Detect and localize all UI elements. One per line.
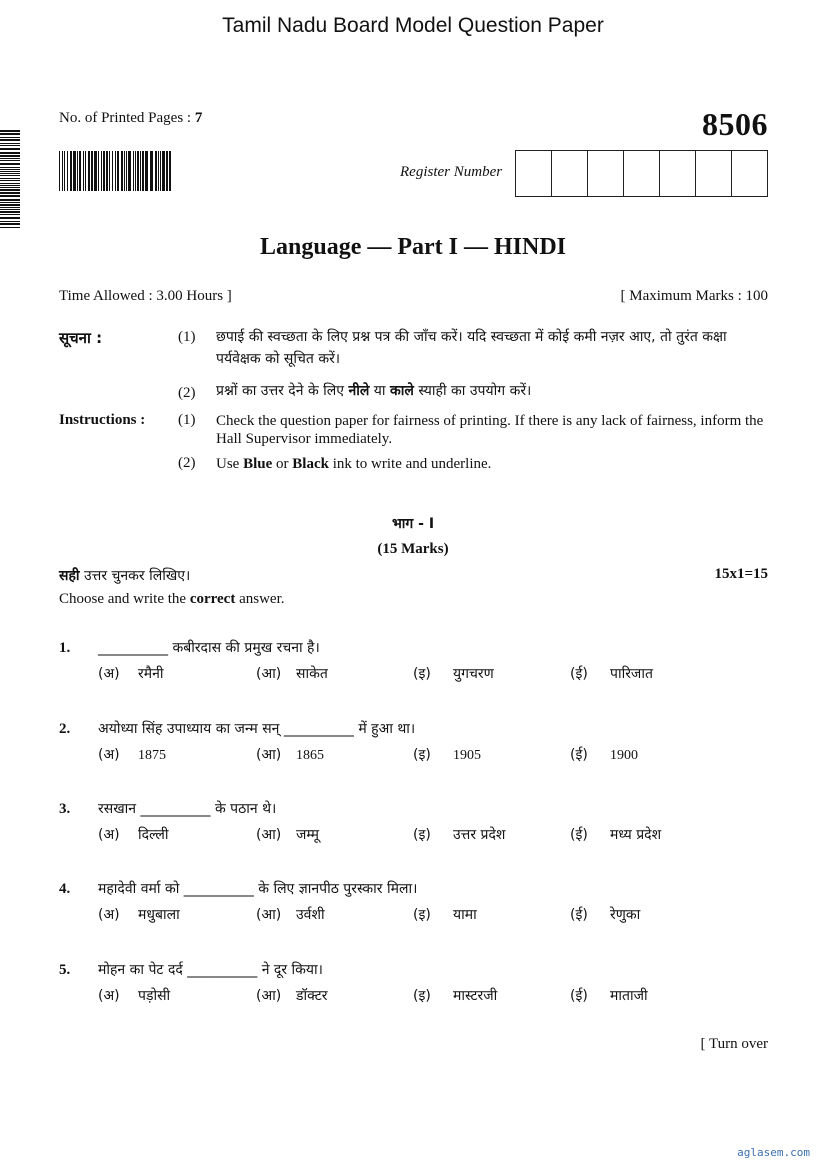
question-text: अयोध्या सिंह उपाध्याय का जन्म सन् __________ में हुआ था।: [98, 721, 416, 737]
side-barcode-bar: [0, 192, 20, 194]
option-value: उर्वशी: [296, 907, 325, 923]
page-banner: Tamil Nadu Board Model Question Paper: [222, 14, 604, 37]
option-label: (अ): [98, 907, 120, 923]
part-heading: भाग - I: [391, 516, 435, 532]
suchna-label: सूचना :: [59, 329, 103, 347]
side-barcode-bar: [0, 133, 20, 135]
text-segment: answer.: [235, 591, 285, 607]
option-ii[interactable]: [570, 986, 648, 1005]
option-value: डॉक्टर: [296, 988, 328, 1004]
side-barcode-bar: [0, 163, 20, 165]
barcode-bar: [91, 151, 93, 191]
option-value: 1875: [138, 748, 166, 763]
side-barcode-image: [0, 130, 20, 230]
footer-watermark[interactable]: aglasem.com: [737, 1146, 810, 1159]
side-barcode-bar: [0, 189, 20, 191]
question-text: मोहन का पेट दर्द __________ ने दूर किया।: [98, 962, 323, 978]
option-label: (ई): [570, 988, 588, 1004]
option-a[interactable]: [98, 664, 164, 683]
question-number: 1.: [59, 640, 71, 656]
barcode-bar: [166, 151, 168, 191]
side-barcode-bar: [0, 148, 20, 150]
option-value: युगचरण: [453, 666, 494, 682]
barcode-bar: [79, 151, 81, 191]
text-segment: उत्तर चुनकर लिखिए।: [79, 568, 191, 584]
register-number-label: Register Number: [400, 164, 503, 180]
side-barcode-bar: [0, 209, 20, 210]
barcode-bar: [85, 151, 86, 191]
side-barcode-bar: [0, 155, 20, 157]
text-bold: correct: [189, 591, 236, 607]
barcode-bar: [98, 151, 99, 191]
barcode-bar: [128, 151, 131, 191]
option-value: पारिजात: [610, 666, 653, 682]
option-i[interactable]: [413, 825, 505, 844]
instruction-item-text: [216, 455, 769, 473]
option-a[interactable]: [98, 745, 166, 764]
barcode-image: [59, 151, 173, 191]
side-barcode-bar: [0, 152, 20, 154]
barcode-bar: [106, 151, 108, 191]
barcode-bar: [155, 151, 157, 191]
side-barcode-bar: [0, 143, 20, 144]
barcode-bar: [137, 151, 139, 191]
printed-pages: [59, 110, 202, 127]
register-digit-box[interactable]: [624, 151, 660, 196]
side-barcode-bar: [0, 171, 20, 172]
option-value: जम्मू: [296, 827, 319, 843]
suchna-item-text: छपाई की स्वच्छता के लिए प्रश्न पत्र की जाँच करें। यदि स्वच्छता में कोई कमी नज़र आए, तो तुरंत कक्षा पर्यवेक्षक को सूचित करें।: [216, 329, 727, 367]
question-number: 5.: [59, 962, 71, 978]
option-label: (आ): [256, 907, 282, 923]
register-digit-box[interactable]: [696, 151, 732, 196]
barcode-bar: [112, 151, 113, 191]
text-segment: स्याही का उपयोग करें।: [413, 383, 532, 399]
barcode-bar: [115, 151, 116, 191]
text-segment: ink to write and underline.: [328, 456, 492, 472]
register-digit-box[interactable]: [552, 151, 588, 196]
side-barcode-bar: [0, 217, 20, 219]
option-label: (अ): [98, 666, 120, 682]
option-label: (आ): [256, 747, 282, 763]
barcode-bar: [162, 151, 165, 191]
side-barcode-bar: [0, 214, 20, 215]
barcode-bar: [64, 151, 65, 191]
side-barcode-bar: [0, 169, 20, 170]
barcode-bar: [117, 151, 119, 191]
barcode-bar: [135, 151, 136, 191]
side-barcode-bar: [0, 173, 20, 174]
option-aa[interactable]: [256, 664, 328, 683]
side-barcode-bar: [0, 221, 20, 222]
option-ii[interactable]: [570, 745, 638, 764]
question-number: 4.: [59, 881, 71, 897]
option-label: (आ): [256, 988, 282, 1004]
option-label: (इ): [413, 907, 431, 923]
barcode-bar: [109, 151, 110, 191]
barcode-bar: [121, 151, 123, 191]
barcode-bar: [73, 151, 76, 191]
option-aa[interactable]: [256, 825, 319, 844]
side-barcode-bar: [0, 158, 20, 159]
side-barcode-bar: [0, 175, 20, 176]
option-i[interactable]: [413, 986, 497, 1005]
barcode-bar: [150, 151, 153, 191]
question-number: 3.: [59, 801, 71, 817]
scoring-scheme: 15x1=15: [714, 566, 768, 582]
text-bold: Black: [292, 456, 329, 472]
option-value: साकेत: [296, 666, 328, 682]
option-ii[interactable]: [570, 664, 653, 683]
option-value: रमैनी: [138, 666, 164, 682]
side-barcode-bar: [0, 185, 20, 186]
option-a[interactable]: [98, 825, 169, 844]
side-barcode-bar: [0, 204, 20, 206]
barcode-bar: [124, 151, 125, 191]
choose-instruction-hindi: [59, 566, 190, 585]
side-barcode-bar: [0, 178, 20, 179]
barcode-bar: [158, 151, 159, 191]
side-barcode-bar: [0, 202, 20, 203]
question-text: __________ कबीरदास की प्रमुख रचना है।: [98, 640, 320, 656]
printed-pages-value: 7: [194, 110, 203, 126]
register-number-boxes[interactable]: [515, 150, 768, 197]
barcode-bar: [133, 151, 134, 191]
side-barcode-bar: [0, 137, 20, 138]
register-digit-box[interactable]: [732, 151, 767, 196]
barcode-bar: [77, 151, 78, 191]
option-value: पड़ोसी: [138, 988, 171, 1004]
question-text: महादेवी वर्मा को __________ के लिए ज्ञानपीठ पुरस्कार मिला।: [98, 881, 418, 897]
option-aa[interactable]: [256, 745, 324, 764]
option-label: (ई): [570, 666, 588, 682]
side-barcode-bar: [0, 223, 20, 225]
option-value: मधुबाला: [138, 907, 180, 923]
barcode-bar: [160, 151, 161, 191]
barcode-bar: [83, 151, 84, 191]
option-a[interactable]: [98, 986, 170, 1005]
option-label: (इ): [413, 827, 431, 843]
option-label: (अ): [98, 827, 120, 843]
option-a[interactable]: [98, 905, 180, 924]
option-label: (इ): [413, 666, 431, 682]
barcode-bar: [142, 151, 144, 191]
barcode-bar: [145, 151, 148, 191]
barcode-bar: [94, 151, 97, 191]
option-label: (अ): [98, 747, 120, 763]
instruction-item-num: (1): [178, 412, 196, 428]
option-label: (ई): [570, 907, 588, 923]
option-label: (इ): [413, 747, 431, 763]
register-digit-box[interactable]: [660, 151, 696, 196]
option-label: (अ): [98, 988, 120, 1004]
barcode-bar: [67, 151, 68, 191]
side-barcode-bar: [0, 199, 20, 201]
option-label: (आ): [256, 666, 282, 682]
side-barcode-bar: [0, 211, 20, 213]
text-segment: प्रश्नों का उत्तर देने के लिए: [216, 383, 349, 399]
suchna-item-num: (1): [178, 329, 196, 345]
barcode-bar: [169, 151, 171, 191]
choose-instruction-english: [59, 591, 284, 608]
text-segment: या: [369, 383, 391, 399]
suchna-item-text: [216, 380, 769, 402]
option-i[interactable]: [413, 664, 494, 683]
option-value: 1905: [453, 748, 481, 763]
barcode-bar: [70, 151, 72, 191]
side-barcode-bar: [0, 180, 20, 181]
option-label: (ई): [570, 827, 588, 843]
turn-over-note: [ Turn over: [700, 1036, 768, 1052]
option-aa[interactable]: [256, 905, 325, 924]
register-digit-box[interactable]: [588, 151, 624, 196]
option-value: दिल्ली: [138, 827, 169, 843]
side-barcode-bar: [0, 160, 20, 161]
option-label: (आ): [256, 827, 282, 843]
maximum-marks: [ Maximum Marks : 100: [620, 288, 768, 304]
barcode-bar: [101, 151, 102, 191]
option-value: 1900: [610, 748, 638, 763]
text-bold: Blue: [243, 456, 273, 472]
option-i[interactable]: [413, 745, 481, 764]
text-segment: or: [272, 456, 293, 472]
option-label: (ई): [570, 747, 588, 763]
suchna-item-num: (2): [178, 385, 196, 401]
option-value: मास्टरजी: [453, 988, 498, 1004]
side-barcode-bar: [0, 207, 20, 208]
option-value: मध्य प्रदेश: [610, 827, 662, 843]
option-value: उत्तर प्रदेश: [453, 827, 506, 843]
side-barcode-bar: [0, 187, 20, 188]
side-barcode-bar: [0, 139, 20, 141]
question-text: रसखान __________ के पठान थे।: [98, 801, 277, 817]
side-barcode-bar: [0, 145, 20, 146]
option-ii[interactable]: [570, 825, 661, 844]
side-barcode-bar: [0, 130, 20, 132]
option-value: रेणुका: [610, 907, 641, 923]
option-i[interactable]: [413, 905, 477, 924]
option-value: यामा: [453, 907, 477, 923]
barcode-bar: [103, 151, 105, 191]
barcode-bar: [126, 151, 127, 191]
instruction-item-num: (2): [178, 455, 196, 471]
barcode-bar: [59, 151, 60, 191]
side-barcode-bar: [0, 167, 20, 168]
text-segment: Use: [216, 456, 244, 472]
option-ii[interactable]: [570, 905, 640, 924]
text-bold: सही: [59, 568, 80, 584]
register-digit-box[interactable]: [516, 151, 552, 196]
instruction-item-text: Check the question paper for fairness of printing. If there is any lack of fairness, inform the Hall Supervisor immediately.: [216, 413, 764, 447]
printed-pages-label: No. of Printed Pages :: [59, 110, 195, 126]
option-value: 1865: [296, 748, 324, 763]
barcode-bar: [140, 151, 141, 191]
instructions-label: Instructions :: [59, 412, 146, 428]
time-allowed: Time Allowed : 3.00 Hours ]: [59, 288, 232, 304]
side-barcode-bar: [0, 183, 20, 184]
option-label: (इ): [413, 988, 431, 1004]
part-marks: (15 Marks): [377, 541, 449, 557]
barcode-bar: [62, 151, 63, 191]
barcode-bar: [88, 151, 90, 191]
text-bold: नीले: [348, 383, 370, 399]
paper-title: Language — Part I — HINDI: [259, 234, 566, 260]
text-bold: काले: [390, 383, 414, 399]
side-barcode-bar: [0, 227, 20, 228]
side-barcode-bar: [0, 195, 20, 197]
option-value: माताजी: [610, 988, 648, 1004]
option-aa[interactable]: [256, 986, 328, 1005]
question-number: 2.: [59, 721, 71, 737]
text-segment: Choose and write the: [59, 591, 190, 607]
paper-code: 8506: [702, 106, 768, 142]
